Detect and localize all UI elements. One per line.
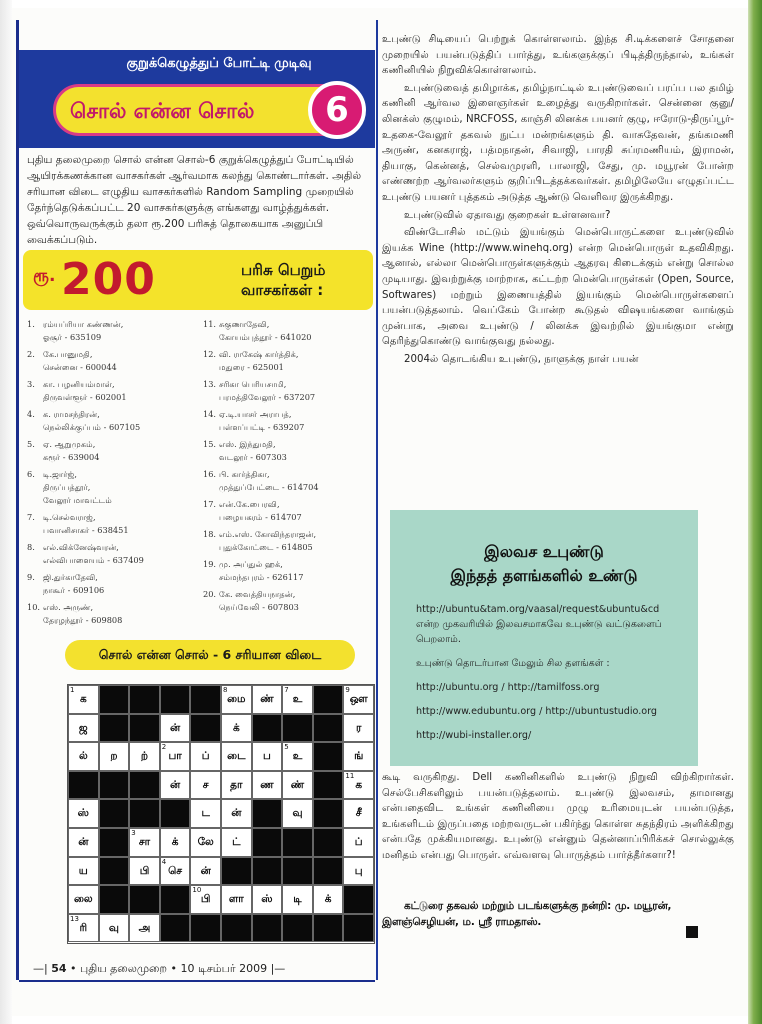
crossword-cell <box>129 857 160 886</box>
crossword-black-cell <box>99 771 130 800</box>
crossword-cell <box>160 828 191 857</box>
footer-line <box>19 980 375 982</box>
crossword-black-cell <box>313 914 344 943</box>
crossword-black-cell <box>313 828 344 857</box>
crossword-black-cell <box>190 685 221 714</box>
crossword-black-cell <box>160 914 191 943</box>
cell-letter: லை <box>73 893 93 906</box>
winner-entry <box>27 601 197 627</box>
winner-number: 12. <box>203 349 217 359</box>
article-credits: கட்டுரை தகவல் மற்றும் படங்களுக்கு நன்றி: மு. மயூரன், இளஞ்செழியன், ம. ஸ்ரீ ராமதாஸ். <box>382 900 672 928</box>
contest-number: 6 <box>308 81 366 139</box>
footer-rule-left: —| <box>33 962 52 975</box>
winner-entry <box>27 408 197 434</box>
magazine-name: புதிய தலைமுறை <box>80 962 167 975</box>
crossword-cell <box>313 885 344 914</box>
clue-number: 9 <box>345 686 350 694</box>
crossword-cell <box>129 914 160 943</box>
winner-entry <box>203 558 373 584</box>
clue-number: 5 <box>284 743 289 752</box>
crossword-cell <box>68 914 99 943</box>
crossword-cell <box>190 857 221 886</box>
crossword-black-cell <box>99 857 130 886</box>
crossword-black-cell <box>252 914 283 943</box>
crossword-cell <box>221 685 252 714</box>
free-cd-link[interactable]: http://ubuntu&tam.org/vaasal/request&ubuntu&cd <box>416 604 660 615</box>
winner-name-location: மு. அப்துல் ஹக், சம்மந்தபுரம் - 626117 <box>219 559 304 582</box>
cell-letter: ய <box>78 864 88 877</box>
winner-number: 18. <box>203 529 217 539</box>
clue-number: 10 <box>192 886 202 895</box>
winner-number: 2. <box>27 349 35 359</box>
crossword-cell <box>343 742 374 771</box>
links-intro: உபுண்டு தொடர்பான மேலும் சில தளங்கள் : <box>416 658 610 669</box>
cell-letter: ல் <box>78 750 88 763</box>
prize-label <box>241 260 325 300</box>
winner-name-location: என்.கே.பைரவி, பழையகரம் - 614707 <box>219 499 302 522</box>
crossword-cell <box>68 857 99 886</box>
crossword-black-cell <box>129 771 160 800</box>
footer-sep: • <box>70 962 81 975</box>
winner-number: 14. <box>203 409 217 419</box>
cell-letter: பி <box>200 893 211 906</box>
crossword-cell <box>129 828 160 857</box>
page-footer <box>33 962 383 977</box>
winner-name-location: கே.பானுமதி, சென்னை - 600044 <box>43 349 117 372</box>
crossword-cell <box>343 771 374 800</box>
crossword-black-cell <box>252 799 283 828</box>
cell-letter: ளா <box>228 893 244 906</box>
crossword-black-cell <box>99 799 130 828</box>
cell-letter: ன் <box>170 778 181 791</box>
winner-name-location: ஏ.டி.யாசர் அராபத், பள்ளப்பட்டி - 639207 <box>219 409 305 432</box>
article-paragraph-1: உபுண்டு சிடியைப் பெற்றுக் கொள்ளலாம். இந்த சி.டிக்களைச் சோதனை முறையில் பயன்படுத்திப் பார்த்து, உங்களுக்குப் பிடித்திருந்தால், உங்கள் கணினியில் நிறுவிக்கொள்ளலாம். <box>382 34 734 77</box>
cell-letter: அ <box>138 921 151 934</box>
crossword-black-cell <box>190 714 221 743</box>
winner-number: 11. <box>203 319 217 329</box>
crossword-cell <box>99 914 130 943</box>
crossword-cell <box>343 685 374 714</box>
cell-letter: க <box>79 693 87 705</box>
crossword-black-cell <box>129 685 160 714</box>
cell-letter: டி <box>293 893 302 906</box>
crossword-cell <box>190 771 221 800</box>
winner-entry <box>27 511 197 537</box>
cell-letter: ன் <box>170 721 181 734</box>
contest-title-badge <box>53 84 353 136</box>
cell-letter: ற <box>110 750 118 763</box>
free-box-body <box>416 602 686 747</box>
cell-letter: ட் <box>232 836 241 848</box>
winner-number: 13. <box>203 379 217 389</box>
crossword-cell <box>190 828 221 857</box>
cell-letter: க் <box>232 721 240 734</box>
winner-name-location: பி. கார்த்திகா, முத்துப்பேட்டை - 614704 <box>219 469 319 492</box>
cell-letter: ன் <box>231 807 242 820</box>
winner-name-location: கே. வைத்தியநாதன், நெய்வேலி - 607803 <box>219 589 299 612</box>
cell-letter: பா <box>168 750 182 763</box>
crossword-black-cell <box>282 828 313 857</box>
cell-letter: சா <box>138 836 151 848</box>
crossword-cell <box>160 714 191 743</box>
winner-entry <box>27 378 197 404</box>
winner-number: 20. <box>203 589 217 599</box>
winners-column-left <box>27 318 197 631</box>
crossword-cell <box>68 828 99 857</box>
winner-entry <box>27 571 197 597</box>
crossword-cell <box>190 885 221 914</box>
winner-entry <box>27 468 197 507</box>
crossword-black-cell <box>68 771 99 800</box>
winner-name-location: ஜி.துர்காதேவி, நாகூர் - 609106 <box>43 572 105 595</box>
article-paragraph-5: கூடி வருகிறது. Dell கணினிகளில் உபுண்டு நிறுவி விற்கிறார்கள். செல்பேசிகளிலும் பயன்படுத்தலாம். உபுண்டு இலவசம், தாமானது என்பதைவிட உங்கள் கணினியை முழு உரிமையுடன் பயன்படுத்த, உங்களிடம் இருப்பதை மற்றவருடன் பகிர்ந்து கொள்ள சுதந்திரம் அளிக்கிறது என்பதே முக்கியமானது. உபுண்டு என்னும் தென்னாப்பிரிக்கச் சொல்லுக்கு மனிதம் என்பது பொருள். எவ்வளவு பொருத்தம் பார்த்தீர்களா?! <box>382 772 734 861</box>
crossword-cell <box>68 885 99 914</box>
cell-letter: ண <box>260 778 274 791</box>
crossword-cell <box>221 714 252 743</box>
article-paragraph-3: விண்டோசில் மட்டும் இயங்கும் மென்பொருட்களை உபுண்டுவில் இயக்க Wine (http://www.winehq.org) என்ற மென்பொருள் உதவிகிறது. ஆனால், எல்லா மென்பொருள்களுக்கும் ஆதரவு கிடைக்கும் என்று சொல்ல முடியாது. இவற்றுக்கு மாற்றாக, கட்டற்ற மென்பொருள்கள் (Open, Source, Softwares) மற்றும் இணையத்தில் இயங்கும் மென்பொருள்களைப் பயன்படுத்தலாம். வெப்கேம் போன்ற கூடுதல் விஷயங்களை வாங்கும் முன்பாக, அவை உபுண்டு / லினக்சு இவற்றில் இயங்குமா என்று தெரிந்துகொண்டு வாங்குவது நல்லது. <box>382 227 734 348</box>
cell-letter: வு <box>292 807 303 820</box>
free-box-title <box>390 540 698 588</box>
winner-entry <box>203 438 373 464</box>
cell-letter: வு <box>108 921 119 934</box>
winner-name-location: வி. ராகேஷ் கார்த்திக், மதுரை - 625001 <box>219 349 299 372</box>
cell-letter: ட <box>201 807 210 820</box>
cell-letter: ச <box>202 778 209 791</box>
clue-number: 7 <box>284 686 289 694</box>
crossword-black-cell <box>129 885 160 914</box>
crossword-black-cell <box>343 885 374 914</box>
crossword-black-cell <box>252 857 283 886</box>
winner-number: 19. <box>203 559 217 569</box>
end-mark <box>686 926 698 938</box>
winner-name-location: டி.செல்வராஜ், பவானிசாகர் - 638451 <box>43 512 129 535</box>
winner-entry <box>203 528 373 554</box>
crossword-black-cell <box>160 685 191 714</box>
crossword-black-cell <box>99 685 130 714</box>
crossword-cell <box>160 742 191 771</box>
crossword-cell <box>282 799 313 828</box>
crossword-cell <box>282 685 313 714</box>
results-column <box>16 20 372 980</box>
crossword-cell <box>343 857 374 886</box>
clue-number: 4 <box>161 857 167 866</box>
crossword-black-cell <box>252 828 283 857</box>
intro-paragraph: புதிய தலைமுறை சொல் என்ன சொல்-6 குறுக்கெழுத்துப் போட்டியில் ஆயிரக்கணக்கான வாசகர்கள் ஆர்வமாக கலந்து கொண்டார்கள். அதில் சரியான விடை எழுதிய வாசகர்களில் Random Sampling முறையில் தேர்ந்தெடுக்கப்பட்ட 20 வாசகர்களுக்கு எங்களது வாழ்த்துக்கள். ஒவ்வொருவருக்கும் தலா ரூ.200 பரிசுத் தொகையாக அனுப்பி வைக்கப்படும். <box>27 154 362 246</box>
page-number: 54 <box>51 962 67 975</box>
issue-date: 10 டிசம்பர் 2009 <box>180 962 268 975</box>
winner-name-location: எஸ். அருண், தேரழந்தூர் - 609808 <box>43 602 123 625</box>
winner-entry <box>203 468 373 494</box>
winner-name-location: எல்.விக்னேஷ்வரன், எல்விபாளையம் - 637409 <box>43 542 144 565</box>
winner-number: 15. <box>203 439 217 449</box>
crossword-cell <box>343 714 374 743</box>
crossword-black-cell <box>252 714 283 743</box>
winner-entry <box>203 408 373 434</box>
crossword-black-cell <box>313 771 344 800</box>
cell-letter: ங் <box>354 750 364 763</box>
article-column <box>382 32 734 369</box>
winner-name-location: டி.ஜார்ஜ், திருப்பத்தூர், வேலூர் மாவட்டம் <box>43 469 112 505</box>
cell-letter: ரி <box>79 921 88 934</box>
clue-number: 11 <box>345 771 355 780</box>
winner-name-location: ஏ. ஆறுமுகம், கரூர் - 639004 <box>43 439 100 462</box>
crossword-black-cell <box>190 914 221 943</box>
cell-letter: ப் <box>201 750 210 763</box>
crossword-black-cell <box>343 914 374 943</box>
footer-rule-right: |— <box>270 962 286 975</box>
crossword-cell <box>160 771 191 800</box>
winner-number: 3. <box>27 379 35 389</box>
cell-letter: பி <box>139 864 150 877</box>
cell-letter: பு <box>354 864 363 877</box>
column-divider <box>376 20 378 980</box>
winner-name-location: எஸ். இந்துமதி, வடலூர் - 607303 <box>219 439 287 462</box>
cell-letter: ஸ் <box>77 807 89 820</box>
cell-letter: ண் <box>290 778 305 791</box>
crossword-cell <box>68 799 99 828</box>
cell-letter: ப் <box>354 836 363 848</box>
crossword-black-cell <box>313 685 344 714</box>
winners-column-right <box>203 318 373 618</box>
crossword-black-cell <box>282 714 313 743</box>
page-edge-left <box>0 0 12 1024</box>
crossword-cell <box>252 885 283 914</box>
contest-title: சொல் என்ன சொல் <box>70 99 255 123</box>
cell-letter: செ <box>168 864 183 877</box>
crossword-cell <box>282 771 313 800</box>
winner-name-location: எம்.எஸ். கோவிந்தராஜன், புதுக்கோட்டை - 614805 <box>219 529 317 552</box>
cell-letter: மை <box>227 693 246 705</box>
winner-name-location: க. ராமசந்திரன், நெல்லிக்குப்பம் - 607105 <box>43 409 141 432</box>
article-continued <box>382 770 734 866</box>
clue-number: 3 <box>131 829 136 837</box>
prize-amount: 200 <box>61 254 156 305</box>
winner-number: 4. <box>27 409 35 419</box>
crossword-cell <box>68 742 99 771</box>
cell-letter: சீ <box>355 807 362 820</box>
crossword-grid <box>67 684 375 944</box>
winner-name-location: ரம்யப்ரியா கண்ணன், ஓசூர் - 635109 <box>43 319 124 342</box>
winner-entry <box>203 318 373 344</box>
crossword-cell <box>190 742 221 771</box>
winner-entry <box>203 378 373 404</box>
crossword-cell <box>343 799 374 828</box>
article-paragraph-2: உபுண்டுவைத் தமிழாக்க, தமிழ்நாட்டில் உபுண்டுவைப் பரப்ப பல தமிழ் கணினி ஆர்வல இளைஞர்கள் உழைத்து வருகிறார்கள். சென்னை குனு/லினக்ஸ் குழுமம், NRCFOSS, காஞ்சி லினக்சு பயனர் குழு, ஈரோடு-திருப்பூர்-உதகை-வேலூர் தகவல் நுட்ப மன்றங்களும் தி. வாசுதேவன், தங்கமணி அருண், கனகராஜ், பத்மநாதன், சிவாஜி, பாரதி சுப்ரமணியம், இராமன், தியாகு, கென்னத், செல்வமுரளி, பாலாஜி, சேது, மு. மயூரன் போன்ற எண்ணற்ற ஆர்வலர்களும் குறிப்பிடத்தக்கவர்கள். தமிழிலேயே எழுதப்பட்ட உபுண்டு பயனர் புத்தகம் அடுத்த ஆண்டு வெளிவர இருக்கிறது. <box>382 82 734 203</box>
cell-letter: ஸ் <box>261 893 273 906</box>
article-paragraph-4: 2004ல் தொடங்கிய உபுண்டு, நாளுக்கு நாள் பயன் <box>404 353 639 365</box>
cell-letter: உ <box>292 693 303 705</box>
cell-letter: ன் <box>78 836 89 848</box>
cell-letter: லே <box>197 836 214 848</box>
crossword-cell <box>252 685 283 714</box>
crossword-cell <box>221 828 252 857</box>
cell-letter: உ <box>292 750 303 763</box>
crossword-black-cell <box>313 742 344 771</box>
crossword-black-cell <box>160 885 191 914</box>
prize-currency: ரூ. <box>33 266 56 286</box>
crossword-cell <box>129 742 160 771</box>
crossword-cell <box>282 885 313 914</box>
winner-number: 1. <box>27 319 35 329</box>
winner-entry <box>203 588 373 614</box>
winner-number: 8. <box>27 542 35 552</box>
winner-entry <box>27 541 197 567</box>
link-wubi[interactable]: http://wubi-installer.org/ <box>416 730 532 741</box>
crossword-black-cell <box>282 914 313 943</box>
crossword-black-cell <box>129 714 160 743</box>
winner-number: 10. <box>27 602 41 612</box>
free-cd-desc: என்ற முகவரியில் இலவசமாகவே உபுண்டு வட்டுகளைப் பெறலாம். <box>416 619 662 645</box>
winner-number: 17. <box>203 499 217 509</box>
crossword-cell <box>221 885 252 914</box>
crossword-cell <box>221 742 252 771</box>
crossword-cell <box>160 857 191 886</box>
clue-number: 8 <box>223 686 228 694</box>
cell-letter: ன் <box>200 864 211 877</box>
winner-number: 6. <box>27 469 35 479</box>
free-ubuntu-box <box>390 510 698 766</box>
winner-number: 16. <box>203 469 217 479</box>
cell-letter: ஜ <box>78 721 88 734</box>
section-heading: குறுக்கெழுத்துப் போட்டி முடிவு <box>126 56 312 71</box>
cell-letter: க <box>355 778 363 791</box>
clue-number: 13 <box>70 914 79 923</box>
crossword-black-cell <box>221 914 252 943</box>
crossword-black-cell <box>313 857 344 886</box>
crossword-black-cell <box>221 857 252 886</box>
crossword-cell <box>190 799 221 828</box>
crossword-cell <box>252 742 283 771</box>
cell-letter: ற் <box>140 750 149 763</box>
winner-number: 9. <box>27 572 35 582</box>
winner-entry <box>27 438 197 464</box>
clue-number: 1 <box>70 686 75 694</box>
link-edubuntu-studio[interactable]: http://www.edubuntu.org / http://ubuntustudio.org <box>416 706 658 717</box>
cell-letter: ஔ <box>349 693 368 705</box>
footer-sep2: • <box>170 962 181 975</box>
crossword-black-cell <box>99 828 130 857</box>
article-question: உபுண்டுவில் ஏதாவது குறைகள் உள்ளனவா? <box>404 209 611 221</box>
prize-banner <box>23 250 373 310</box>
answer-heading: சொல் என்ன சொல் - 6 சரியான விடை <box>65 640 355 670</box>
winner-entry <box>27 348 197 374</box>
crossword-cell <box>99 742 130 771</box>
winner-entry <box>203 348 373 374</box>
crossword-cell <box>221 771 252 800</box>
cell-letter: ப <box>262 750 271 763</box>
crossword-black-cell <box>282 857 313 886</box>
winner-name-location: சரிகா பெரியசாமி, பரமத்திவேலூர் - 637207 <box>219 379 316 402</box>
cell-letter: ண் <box>260 693 274 705</box>
crossword-cell <box>282 742 313 771</box>
cell-letter: தா <box>230 778 243 791</box>
crossword-cell <box>221 799 252 828</box>
crossword-cell <box>68 685 99 714</box>
crossword-cell <box>252 771 283 800</box>
cell-letter: க் <box>171 836 179 848</box>
crossword-cell <box>68 714 99 743</box>
cell-letter: க் <box>324 893 332 906</box>
winner-number: 5. <box>27 439 35 449</box>
crossword-cell <box>343 828 374 857</box>
crossword-black-cell <box>313 799 344 828</box>
free-box-title-line1: இலவச உபுண்டு <box>484 542 604 561</box>
crossword-black-cell <box>160 799 191 828</box>
page-edge-right <box>748 0 762 1024</box>
winner-entry <box>27 318 197 344</box>
cell-letter: ர <box>355 721 362 734</box>
crossword-black-cell <box>99 885 130 914</box>
prize-label-line2: வாசகர்கள் : <box>241 281 324 299</box>
winner-number: 7. <box>27 512 35 522</box>
crossword-black-cell <box>99 714 130 743</box>
winner-name-location: கா. பழனியம்மாள், திருவள்ளூர் - 602001 <box>43 379 127 402</box>
cell-letter: டை <box>227 750 246 763</box>
crossword-black-cell <box>129 799 160 828</box>
crossword-black-cell <box>313 714 344 743</box>
clue-number: 2 <box>161 743 167 752</box>
winner-entry <box>203 498 373 524</box>
winner-name-location: சுகுணாதேவி, கோயம்புத்தூர் - 641020 <box>219 319 312 342</box>
link-ubuntu-tamilfoss[interactable]: http://ubuntu.org / http://tamilfoss.org <box>416 682 600 693</box>
free-box-title-line2: இந்தத் தளங்களில் உண்டு <box>450 566 638 585</box>
prize-label-line1: பரிசு பெறும் <box>241 261 326 279</box>
